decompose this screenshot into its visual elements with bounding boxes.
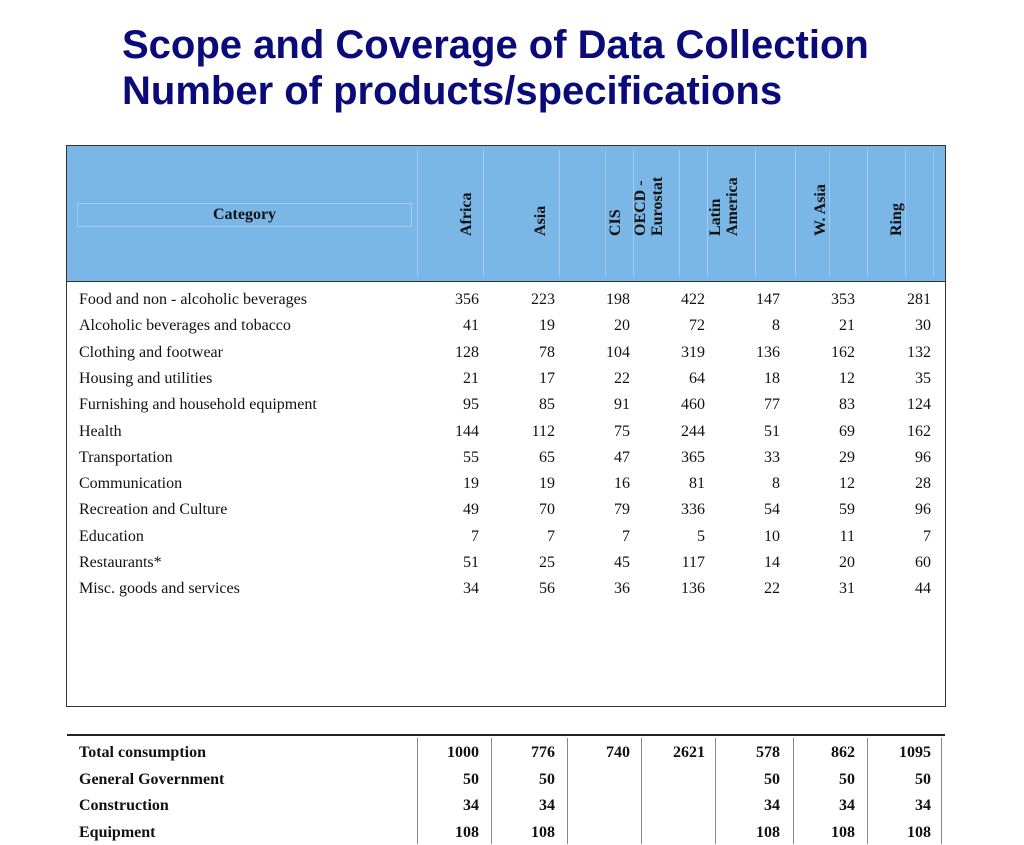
table-row: [67, 523, 945, 549]
column-header-line-1: Africa: [458, 192, 475, 236]
cell-value: 34: [463, 797, 479, 814]
column-header-line-1: W. Asia: [812, 184, 829, 236]
cell-value: 50: [915, 770, 931, 788]
totals-column-line: [793, 738, 794, 844]
cell-value: 108: [756, 823, 780, 841]
cell-value: 81: [689, 475, 705, 493]
row-category: Furnishing and household equipment: [79, 396, 317, 414]
cell-value: 59: [839, 501, 855, 519]
coverage-table: [66, 145, 946, 841]
totals-column-line: [941, 738, 942, 844]
cell-value: 77: [764, 396, 780, 414]
cell-value: 34: [764, 797, 780, 814]
cell-value: 108: [831, 823, 855, 841]
cell-value: 244: [681, 422, 705, 440]
table-header: [67, 146, 945, 282]
cell-value: 34: [915, 797, 931, 814]
cell-value: 319: [681, 343, 705, 361]
row-category: Restaurants*: [79, 554, 162, 571]
cell-value: 365: [681, 448, 705, 466]
cell-value: 132: [907, 343, 931, 361]
cell-value: 108: [455, 823, 479, 841]
cell-value: 460: [681, 396, 705, 414]
table-row: [67, 792, 945, 818]
cell-value: 8: [772, 317, 780, 335]
cell-value: 1095: [899, 744, 931, 761]
table-row: [67, 470, 945, 496]
row-category: Health: [79, 422, 122, 440]
table-row: [67, 391, 945, 417]
cell-value: 336: [681, 501, 705, 519]
header-column-line: [679, 150, 680, 277]
cell-value: 356: [455, 291, 479, 308]
cell-value: 12: [839, 475, 855, 493]
cell-value: 56: [539, 580, 555, 598]
totals-column-line: [417, 738, 418, 844]
cell-value: 18: [764, 369, 780, 387]
cell-value: 2621: [673, 744, 705, 761]
cell-value: 21: [839, 317, 855, 335]
cell-value: 19: [539, 317, 555, 335]
cell-value: 147: [756, 291, 780, 308]
cell-value: 422: [681, 291, 705, 308]
cell-value: 19: [539, 475, 555, 493]
cell-value: 8: [772, 475, 780, 493]
table-row: [67, 418, 945, 444]
cell-value: 83: [839, 396, 855, 414]
table-row: [67, 549, 945, 575]
cell-value: 50: [839, 770, 855, 788]
cell-value: 50: [463, 770, 479, 788]
row-category: Alcoholic beverages and tobacco: [79, 317, 291, 335]
header-column-line: [905, 150, 906, 277]
cell-value: 128: [455, 343, 479, 361]
cell-value: 34: [839, 797, 855, 814]
cell-value: 31: [839, 580, 855, 598]
cell-value: 72: [689, 317, 705, 335]
table-row: [67, 766, 945, 792]
totals-column-line: [715, 738, 716, 844]
cell-value: 776: [531, 744, 555, 761]
cell-value: 12: [839, 369, 855, 387]
cell-value: 79: [614, 501, 630, 519]
cell-value: 108: [907, 823, 931, 841]
totals-separator: [67, 734, 945, 736]
cell-value: 17: [539, 369, 555, 387]
category-header: Category: [77, 203, 412, 227]
cell-value: 7: [622, 527, 630, 545]
cell-value: 11: [839, 527, 855, 545]
cell-value: 49: [463, 501, 479, 519]
table-row: [67, 739, 945, 765]
cell-value: 34: [463, 580, 479, 598]
cell-value: 16: [614, 475, 630, 493]
cell-value: 64: [689, 369, 705, 387]
title-line-1: Scope and Coverage of Data Collection: [122, 23, 869, 67]
cell-value: 35: [915, 369, 931, 387]
cell-value: 50: [539, 770, 555, 788]
cell-value: 20: [614, 317, 630, 335]
table-row: [67, 496, 945, 522]
totals-column-line: [567, 738, 568, 844]
cell-value: 54: [764, 501, 780, 519]
row-category: Recreation and Culture: [79, 501, 228, 519]
header-column-line: [483, 150, 484, 277]
row-category: Transportation: [79, 448, 173, 466]
cell-value: 144: [455, 422, 479, 440]
cell-value: 7: [923, 527, 931, 545]
totals-column-line: [491, 738, 492, 844]
cell-value: 44: [915, 580, 931, 598]
cell-value: 25: [539, 554, 555, 571]
cell-value: 162: [831, 343, 855, 361]
cell-value: 95: [463, 396, 479, 414]
title-line-2: Number of products/specifications: [122, 69, 783, 113]
table-row: [67, 312, 945, 338]
row-category: General Government: [79, 770, 225, 788]
cell-value: 34: [539, 797, 555, 814]
table-row: [67, 339, 945, 365]
cell-value: 45: [614, 554, 630, 571]
column-header-line-2: America: [724, 177, 741, 236]
row-category: Total consumption: [79, 744, 206, 761]
column-header: [707, 177, 741, 236]
cell-value: 108: [531, 823, 555, 841]
slide-title: [122, 22, 869, 114]
cell-value: 28: [915, 475, 931, 493]
header-column-line: [755, 150, 756, 277]
table-row: [67, 819, 945, 845]
cell-value: 21: [463, 369, 479, 387]
row-category: Housing and utilities: [79, 369, 213, 387]
cell-value: 78: [539, 343, 555, 361]
column-header-line-1: Ring: [888, 203, 905, 236]
column-header-line-1: CIS: [607, 209, 624, 236]
cell-value: 10: [764, 527, 780, 545]
column-header: [607, 209, 624, 236]
cell-value: 19: [463, 475, 479, 493]
cell-value: 124: [907, 396, 931, 414]
header-column-line: [417, 150, 418, 277]
cell-value: 353: [831, 291, 855, 308]
cell-value: 7: [471, 527, 479, 545]
cell-value: 136: [756, 343, 780, 361]
cell-value: 69: [839, 422, 855, 440]
cell-value: 41: [463, 317, 479, 335]
cell-value: 136: [681, 580, 705, 598]
totals-column-line: [641, 738, 642, 844]
header-column-line: [605, 150, 606, 277]
table-row: [67, 365, 945, 391]
cell-value: 7: [547, 527, 555, 545]
cell-value: 51: [463, 554, 479, 571]
cell-value: 112: [531, 422, 555, 440]
row-category: Clothing and footwear: [79, 343, 223, 361]
header-column-line: [867, 150, 868, 277]
column-header-line-1: Asia: [532, 205, 549, 236]
cell-value: 70: [539, 501, 555, 519]
row-category: Communication: [79, 475, 183, 493]
cell-value: 198: [606, 291, 630, 308]
cell-value: 223: [531, 291, 555, 308]
cell-value: 14: [764, 554, 780, 571]
cell-value: 104: [606, 343, 630, 361]
table-row: [67, 286, 945, 312]
header-column-line: [795, 150, 796, 277]
totals-column-line: [867, 738, 868, 844]
cell-value: 29: [839, 448, 855, 466]
cell-value: 22: [614, 369, 630, 387]
table-row: [67, 575, 945, 601]
cell-value: 65: [539, 448, 555, 466]
column-header: [632, 177, 666, 236]
cell-value: 5: [697, 527, 705, 545]
cell-value: 117: [681, 554, 705, 571]
cell-value: 50: [764, 770, 780, 788]
cell-value: 33: [764, 448, 780, 466]
cell-value: 55: [463, 448, 479, 466]
cell-value: 85: [539, 396, 555, 414]
cell-value: 862: [831, 744, 855, 761]
column-header-line-1: OECD -: [632, 180, 649, 236]
header-column-line: [933, 150, 934, 277]
cell-value: 1000: [447, 744, 479, 761]
cell-value: 75: [614, 422, 630, 440]
cell-value: 22: [764, 580, 780, 598]
cell-value: 96: [915, 501, 931, 519]
cell-value: 740: [606, 744, 630, 761]
row-category: Food and non - alcoholic beverages: [79, 291, 307, 308]
header-column-line: [829, 150, 830, 277]
column-header: [812, 184, 829, 236]
cell-value: 51: [764, 422, 780, 440]
cell-value: 20: [839, 554, 855, 571]
cell-value: 91: [614, 396, 630, 414]
row-category: Equipment: [79, 823, 156, 841]
column-header-line-1: Latin: [707, 198, 724, 236]
row-category: Misc. goods and services: [79, 580, 240, 598]
cell-value: 281: [907, 291, 931, 308]
cell-value: 47: [614, 448, 630, 466]
column-header: [888, 203, 905, 236]
row-category: Construction: [79, 797, 169, 814]
cell-value: 36: [614, 580, 630, 598]
cell-value: 578: [756, 744, 780, 761]
header-column-line: [559, 150, 560, 277]
cell-value: 96: [915, 448, 931, 466]
table-row: [67, 444, 945, 470]
column-header: [532, 206, 549, 236]
column-header-line-2: Eurostat: [649, 176, 666, 236]
cell-value: 162: [907, 422, 931, 440]
column-header: [458, 192, 475, 236]
cell-value: 30: [915, 317, 931, 335]
row-category: Education: [79, 527, 144, 545]
cell-value: 60: [915, 554, 931, 571]
